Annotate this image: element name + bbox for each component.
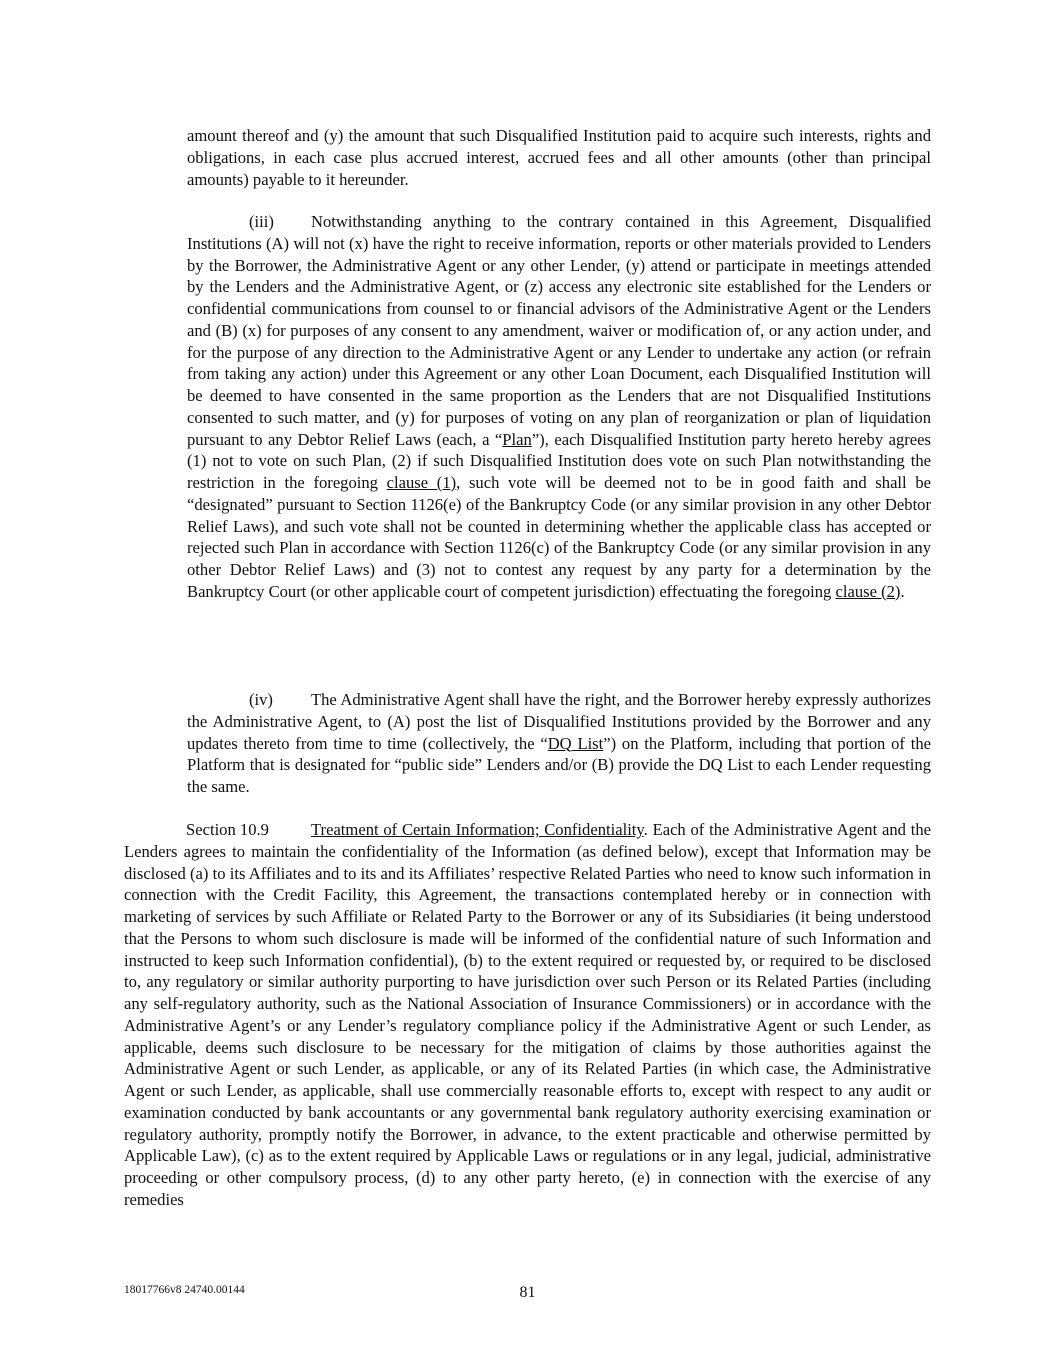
paragraph-iii xyxy=(187,211,931,603)
clause-reference-2: clause (2) xyxy=(835,581,901,601)
clause-reference-1: clause (1) xyxy=(386,473,457,492)
clause-label-iv: (iv) xyxy=(249,690,273,709)
paragraph-continuation xyxy=(187,125,931,190)
page-number: 81 xyxy=(519,1284,536,1301)
document-id: 18017766v8 24740.00144 xyxy=(124,1284,245,1296)
paragraph-text: Notwithstanding anything to the contrary contained in this Agreement, Disqualified Institutions (A) will not (x) have the right to receive information, reports or other materials provided to Lenders by the Borrower, the Administrative Agent or any other Lender, (y) attend or participate in meetings attended by the Lenders and the Administrative Agent, or (z) access any electronic site established for the Lenders or confidential communications from counsel to or financial advisors of the Administrative Agent or the Lenders and (B) (x) for purposes of any consent to any amendment, waiver or modification of, or any action under, and for the purpose of any direction to the Administrative Agent or any Lender to undertake any action (or refrain from taking any action) under this Agreement or any other Loan Document, each Disqualified Institution will be deemed to have consented in the same proportion as the Lenders that are not Disqualified Institutions consented to such matter, and (y) for purposes of voting on any plan of reorganization or plan of liquidation pursuant to any Debtor Relief Laws (each, a “ xyxy=(187,212,931,449)
defined-term-plan: Plan xyxy=(502,429,532,449)
paragraph-text: amount thereof and (y) the amount that such Disqualified Institution paid to acquire such interests, rights and obligations, in each case plus accrued interest, accrued fees and all other amounts (other than principal amounts) payable to it hereunder. xyxy=(187,126,931,189)
paragraph-text: . Each of the Administrative Agent and the Lenders agrees to maintain the confidentiality of the Information (as defined below), except that Information may be disclosed (a) to its Affiliates and to its and its Affiliates’ respective Related Parties who need to know such information in connection with the Credit Facility, this Agreement, the transactions contemplated hereby or in connection with marketing of services by such Affiliate or Related Party to the Borrower or any of its Subsidiaries (it being understood that the Persons to whom such disclosure is made will be informed of the confidential nature of such Information and instructed to keep such Information confidential), (b) to the extent required or requested by, or required to be disclosed to, any regulatory or similar authority purporting to have jurisdiction over such Person or its Related Parties (including any self-regulatory authority, such as the National Association of Insurance Commissioners) or in accordance with the Administrative Agent’s or any Lender’s regulatory compliance policy if the Administrative Agent or such Lender, as applicable, deems such disclosure to be necessary for the mitigation of claims by those authorities against the Administrative Agent or such Lender, as applicable, or any of its Related Parties (in which case, the Administrative Agent or such Lender, as applicable, shall use commercially reasonable efforts to, except with respect to any audit or examination conducted by bank accountants or any governmental bank regulatory authority exercising examination or regulatory authority, promptly notify the Borrower, in advance, to the extent practicable and otherwise permitted by Applicable Law), (c) as to the extent required by Applicable Laws or regulations or in any legal, judicial, administrative proceeding or other compulsory process, (d) to any other party hereto, (e) in connection with the exercise of any remedies xyxy=(124,820,931,1209)
paragraph-text: The Administrative Agent shall have the right, and the Borrower hereby expressly authorizes the Administrative Agent, to (A) post the list of Disqualified Institutions provided by the Borrower and any updates thereto from time to time (collectively, the “ xyxy=(187,690,931,753)
clause-label-iii: (iii) xyxy=(249,212,274,231)
paragraph-text: , such vote will be deemed not to be in good faith and shall be “designated” pursuant to Section 1126(e) of the Bankruptcy Code (or any similar provision in any other Debtor Relief Laws), and such vote shall not be counted in determining whether the applicable class has accepted or rejected such Plan in accordance with Section 1126(c) of the Bankruptcy Code (or any similar provision in any other Debtor Relief Laws) and (3) not to contest any request by any party for a determination by the Bankruptcy Court (or other applicable court of competent jurisdiction) effectuating the foregoing xyxy=(187,473,931,601)
defined-term-dq-list: DQ List xyxy=(547,733,604,753)
paragraph-text: ”) on the Platform, including that portion of the Platform that is designated for “public side” Lenders and/or (B) provide the DQ List to each Lender requesting the same. xyxy=(187,733,931,796)
section-heading: Treatment of Certain Information; Confidentiality xyxy=(311,820,644,839)
section-10-9-paragraph xyxy=(124,819,931,1211)
paragraph-text: ”), each Disqualified Institution party hereto hereby agrees (1) not to vote on such Plan, (2) if such Disqualified Institution does vote on such Plan notwithstanding the restriction in the foregoing xyxy=(187,429,931,492)
paragraph-iv xyxy=(187,689,931,798)
section-label: Section 10.9 xyxy=(186,820,269,839)
paragraph-text: . xyxy=(900,581,905,601)
